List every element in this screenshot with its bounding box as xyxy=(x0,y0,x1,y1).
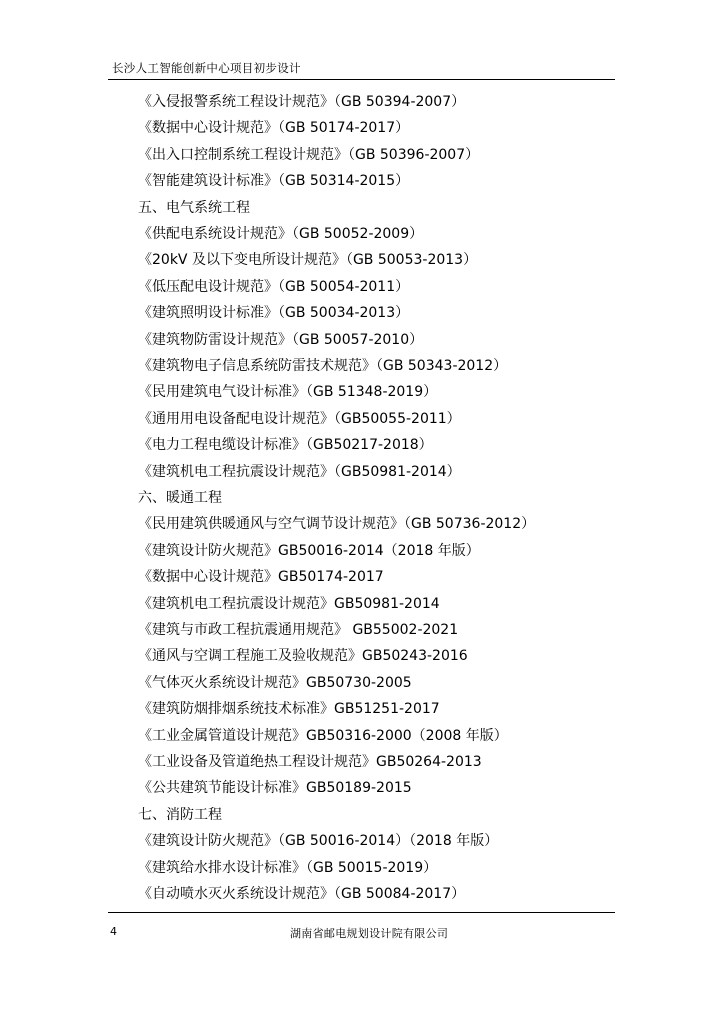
standard-reference-line: 《建筑设计防火规范》GB50016-2014（2018 年版） xyxy=(138,542,480,559)
section-heading: 五、电气系统工程 xyxy=(138,199,250,216)
standard-reference-line: 《低压配电设计规范》（GB 50054-2011） xyxy=(138,278,410,295)
header-divider xyxy=(108,79,615,80)
standard-reference-line: 《自动喷水灭火系统设计规范》（GB 50084-2017） xyxy=(138,886,466,902)
section-heading: 七、消防工程 xyxy=(138,806,222,823)
standard-reference-line: 《建筑机电工程抗震设计规范》GB50981-2014 xyxy=(138,595,440,612)
standard-reference-line: 《民用建筑电气设计标准》（GB 51348-2019） xyxy=(138,384,438,401)
standard-reference-line: 《建筑照明设计标准》（GB 50034-2013） xyxy=(138,305,410,322)
standard-reference-line: 《通用用电设备配电设计规范》（GB50055-2011） xyxy=(138,410,461,427)
standard-reference-line: 《工业金属管道设计规范》GB50316-2000（2008 年版） xyxy=(138,727,508,744)
standard-reference-line: 《数据中心设计规范》GB50174-2017 xyxy=(138,569,384,586)
footer-divider xyxy=(108,912,615,913)
standard-reference-line: 《入侵报警系统工程设计规范》（GB 50394-2007） xyxy=(138,94,466,110)
standard-reference-line: 《智能建筑设计标准》（GB 50314-2015） xyxy=(138,173,410,190)
standard-reference-line: 《公共建筑节能设计标准》GB50189-2015 xyxy=(138,780,412,797)
page-header-title: 长沙人工智能创新中心项目初步设计 xyxy=(112,61,301,75)
standard-reference-line: 《出入口控制系统工程设计规范》（GB 50396-2007） xyxy=(138,146,480,163)
standard-reference-line: 《建筑设计防火规范》（GB 50016-2014）（2018 年版） xyxy=(138,833,499,850)
standard-reference-line: 《气体灭火系统设计规范》GB50730-2005 xyxy=(138,674,412,691)
footer-company-name: 湖南省邮电规划设计院有限公司 xyxy=(290,927,449,940)
standard-reference-line: 《建筑机电工程抗震设计规范》（GB50981-2014） xyxy=(138,463,461,480)
standard-reference-line: 《供配电系统设计规范》（GB 50052-2009） xyxy=(138,226,424,242)
section-heading: 六、暖通工程 xyxy=(138,490,222,506)
standard-reference-line: 《建筑物防雷设计规范》（GB 50057-2010） xyxy=(138,331,424,348)
standard-reference-line: 《民用建筑供暖通风与空气调节设计规范》（GB 50736-2012） xyxy=(138,516,536,533)
standard-reference-line: 《数据中心设计规范》（GB 50174-2017） xyxy=(138,120,410,137)
standard-reference-line: 《20kV 及以下变电所设计规范》（GB 50053-2013） xyxy=(138,252,478,269)
standard-reference-line: 《建筑给水排水设计标准》（GB 50015-2019） xyxy=(138,859,438,876)
standard-reference-line: 《建筑物电子信息系统防雷技术规范》（GB 50343-2012） xyxy=(138,358,508,374)
page-number: 4 xyxy=(110,925,117,938)
standard-reference-line: 《建筑防烟排烟系统技术标准》GB51251-2017 xyxy=(138,701,440,718)
standard-reference-line: 《建筑与市政工程抗震通用规范》 GB55002-2021 xyxy=(138,622,459,638)
standard-reference-line: 《通风与空调工程施工及验收规范》GB50243-2016 xyxy=(138,648,468,665)
standard-reference-line: 《工业设备及管道绝热工程设计规范》GB50264-2013 xyxy=(138,754,482,770)
standard-reference-line: 《电力工程电缆设计标准》（GB50217-2018） xyxy=(138,437,433,454)
document-body xyxy=(0,89,724,907)
